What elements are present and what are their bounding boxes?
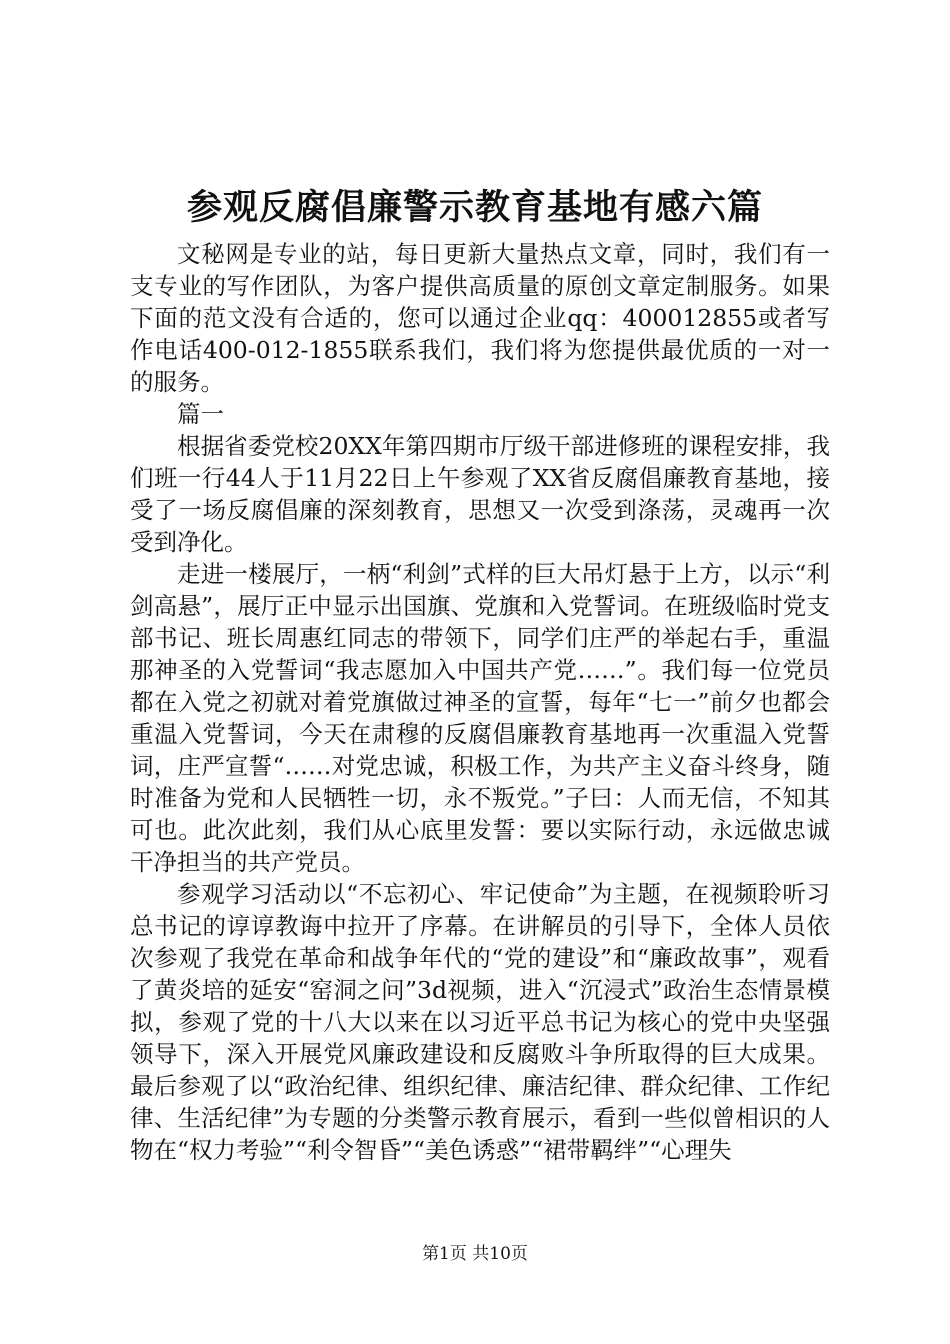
body-paragraph: 参观学习活动以“不忘初心、牢记使命”为主题，在视频聆听习总书记的谆谆教诲中拉开了序幕。在讲解员的引导下，全体人员依次参观了我党在革命和战争年代的“党的建设”和“廉政故事”，观看了黄炎培的延安“窑洞之问”3d视频，进入“沉浸式”政治生态情景模拟，参观了党的十八大以来在以习近平总书记为核心的党中央坚强领导下，深入开展党风廉政建设和反腐败斗争所取得的巨大成果。最后参观了以“政治纪律、组织纪律、廉洁纪律、群众纪律、工作纪律、生活纪律”为专题的分类警示教育展示，看到一些似曾相识的人物在“权力考验”“利令智昏”“美色诱惑”“裙带羁绊”“心理失 bbox=[130, 880, 830, 1164]
body-paragraph: 根据省委党校20XX年第四期市厅级干部进修班的课程安排，我们班一行44人于11月22日上午参观了XX省反腐倡廉教育基地，接受了一场反腐倡廉的深刻教育，思想又一次受到涤荡，灵魂再一次受到净化。 bbox=[130, 432, 830, 556]
intro-paragraph: 文秘网是专业的站，每日更新大量热点文章，同时，我们有一支专业的写作团队，为客户提供高质量的原创文章定制服务。如果下面的范文没有合适的，您可以通过企业qq：400012855或者写作电话400-012-1855联系我们，我们将为您提供最优质的一对一的服务。 bbox=[130, 240, 830, 396]
body-paragraph: 走进一楼展厅，一柄“利剑”式样的巨大吊灯悬于上方，以示“利剑高悬”，展厅正中显示出国旗、党旗和入党誓词。在班级临时党支部书记、班长周惠红同志的带领下，同学们庄严的举起右手，重温那神圣的入党誓词“我志愿加入中国共产党……”。我们每一位党员都在入党之初就对着党旗做过神圣的宣誓，每年“七一”前夕也都会重温入党誓词，今天在肃穆的反腐倡廉教育基地再一次重温入党誓词，庄严宣誓“……对党忠诚，积极工作，为共产主义奋斗终身，随时准备为党和人民牺牲一切，永不叛党。”子曰：人而无信，不知其可也。此次此刻，我们从心底里发誓：要以实际行动，永远做忠诚干净担当的共产党员。 bbox=[130, 560, 830, 876]
section-heading: 篇一 bbox=[177, 400, 224, 428]
page-number: 第1页 共10页 bbox=[422, 1244, 528, 1264]
document-title: 参观反腐倡廉警示教育基地有感六篇 bbox=[186, 187, 763, 228]
document-body bbox=[130, 238, 830, 1166]
